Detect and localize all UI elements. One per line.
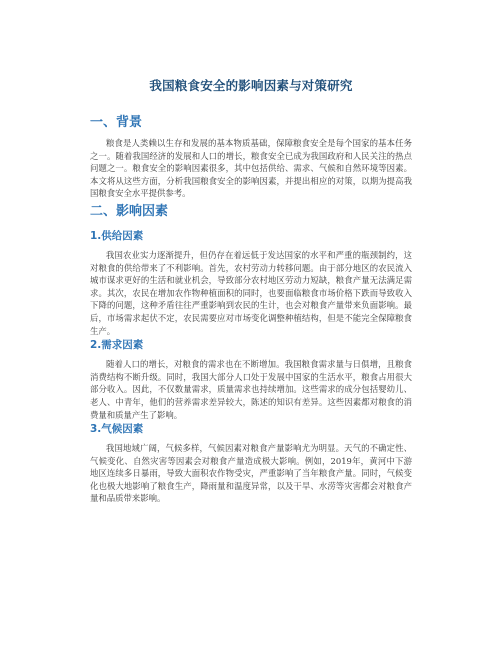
- supply-paragraph: 我国农业实力逐渐提升，但仍存在着远低于发达国家的水平和严重的瓶颈制约，这对粮食的供给带来了不利影响。首先，农村劳动力转移问题。由于部分地区的农民流入城市谋求更好的生活和就业机会，导致部分农村地区劳动力短缺，粮食产量无法满足需求。其次，农民在增加农作物种植面积的同时，也要面临粮食市场价格下跌而导致收入下降的问题，这种矛盾往往严重影响到农民的生计，也会对粮食产量带来负面影响。最后，市场需求起伏不定，农民需要应对市场变化调整种植结构，但是不能完全保障粮食生产。: [90, 249, 412, 336]
- demand-paragraph: 随着人口的增长，对粮食的需求也在不断增加。我国粮食需求量与日俱增，且粮食消费结构不断升级。同时，我国大部分人口处于发展中国家的生活水平，粮食占用很大部分收入。因此，不仅数量需求，质量需求也持续增加。这些需求的成分包括婴幼儿、老人、中青年，他们的营养需求差异较大，陈述的知识有差异。这些因素都对粮食的消费量和质量产生了影响。: [90, 359, 412, 420]
- subsection-heading-demand: 2.需求因素: [90, 339, 144, 352]
- section-heading-background: 一、背景: [90, 115, 143, 130]
- subsection-heading-supply: 1.供给因素: [90, 229, 144, 242]
- section-heading-factors: 二、影响因素: [90, 203, 169, 219]
- climate-paragraph: 我国地域广阔，气候多样，气候因素对粮食产量影响尤为明显。天气的不确定性、气候变化、自然灾害等因素会对粮食产量造成极大影响。例如，2019年，黄河中下游地区连续多日暴雨，导致大面积农作物受灾，严重影响了当年粮食产量。同时，气候变化也极大地影响了粮食生产，降雨量和温度异常，以及干旱、水涝等灾害都会对粮食产量和品质带来影响。: [90, 443, 412, 504]
- subsection-heading-climate: 3.气候因素: [90, 423, 144, 436]
- document-title: 我国粮食安全的影响因素与对策研究: [149, 78, 353, 93]
- background-paragraph: 粮食是人类赖以生存和发展的基本物质基础，保障粮食安全是每个国家的基本任务之一。随着我国经济的发展和人口的增长，粮食安全已成为我国政府和人民关注的热点问题之一。粮食安全的影响因素很多，其中包括供给、需求、气候和自然环境等因素。本文将从这些方面，分析我国粮食安全的影响因素，并提出相应的对策，以期为提高我国粮食安全水平提供参考。: [90, 138, 412, 199]
